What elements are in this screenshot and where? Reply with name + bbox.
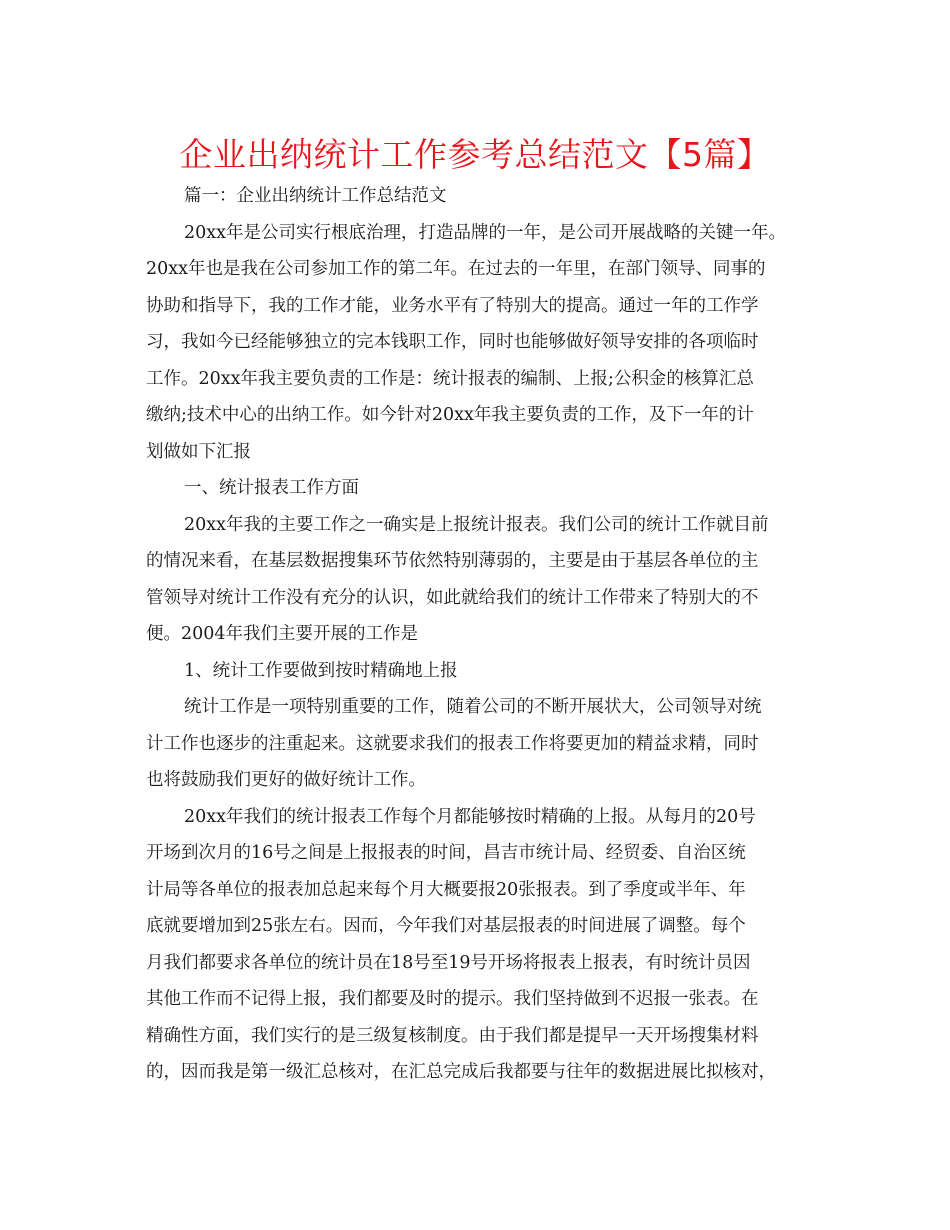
text-line: 缴纳;技术中心的出纳工作。如今针对20xx年我主要负责的工作，及下一年的计 — [146, 405, 754, 425]
document-title: 企业出纳统计工作参考总结范文【5篇】 — [179, 135, 771, 174]
text-line: 其他工作而不记得上报，我们都要及时的提示。我们坚持做到不迟报一张表。在 — [146, 989, 759, 1009]
text-line: 20xx年我们的统计报表工作每个月都能够按时精确的上报。从每月的20号 — [184, 806, 756, 827]
text-line: 底就要增加到25张左右。因而，今年我们对基层报表的时间进展了调整。每个 — [146, 916, 746, 936]
text-line: 计工作也逐步的注重起来。这就要求我们的报表工作将要更加的精益求精，同时 — [146, 733, 759, 754]
text-line: 精确性方面，我们实行的是三级复核制度。由于我们都是提早一天开场搜集材料 — [146, 1025, 759, 1046]
document-body — [146, 178, 816, 1091]
text-line: 的情况来看，在基层数据搜集环节依然特别薄弱的，主要是由于基层各单位的主 — [146, 551, 759, 571]
text-line: 篇一：企业出纳统计工作总结范文 — [184, 186, 447, 206]
text-line: 工作。20xx年我主要负责的工作是：统计报表的编制、上报;公积金的核算汇总 — [146, 368, 754, 389]
text-line: 20xx年也是我在公司参加工作的第二年。在过去的一年里，在部门领导、同事的 — [146, 259, 766, 279]
text-line: 划做如下汇报 — [146, 441, 251, 462]
text-line: 计局等各单位的报表加总起来每个月大概要报20张报表。到了季度或半年、年 — [146, 879, 746, 900]
text-line: 开场到次月的16号之间是上报报表的时间，昌吉市统计局、经贸委、自治区统 — [146, 843, 746, 863]
text-line: 20xx年我的主要工作之一确实是上报统计报表。我们公司的统计工作就目前 — [184, 514, 769, 535]
text-line: 20xx年是公司实行根底治理，打造品牌的一年，是公司开展战略的关键一年。 — [184, 222, 787, 243]
text-line: 也将鼓励我们更好的做好统计工作。 — [146, 770, 426, 790]
text-line: 习，我如今已经能够独立的完本钱职工作，同时也能够做好领导安排的各项临时 — [146, 332, 759, 352]
text-line: 便。2004年我们主要开展的工作是 — [146, 624, 419, 644]
text-line: 一、统计报表工作方面 — [184, 478, 359, 498]
text-line: 统计工作是一项特别重要的工作，随着公司的不断开展状大，公司领导对统 — [184, 697, 762, 717]
text-line: 月我们都要求各单位的统计员在18号至19号开场将报表上报表，有时统计员因 — [146, 952, 751, 973]
text-line: 的，因而我是第一级汇总核对，在汇总完成后我都要与往年的数据进展比拟核对， — [146, 1062, 776, 1082]
text-line: 管领导对统计工作没有充分的认识，如此就给我们的统计工作带来了特别大的不 — [146, 587, 759, 608]
text-line: 1、统计工作要做到按时精确地上报 — [184, 660, 458, 681]
text-line: 协助和指导下，我的工作才能，业务水平有了特别大的提高。通过一年的工作学 — [146, 295, 759, 316]
